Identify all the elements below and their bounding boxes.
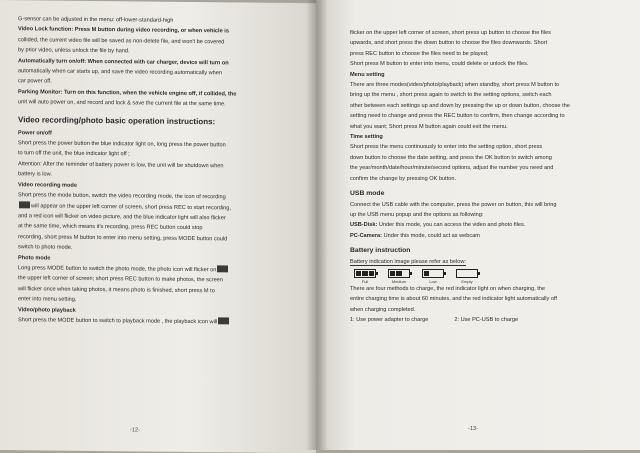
photo-line: will flicker once when taking photos, it means photo is finished, short press M to [18, 285, 215, 294]
power-line: Attention: After the reminder of battery power is low, the unit will be shutdown when [18, 161, 224, 170]
usb-title: USB mode [350, 190, 385, 198]
battery-medium-icon [388, 269, 410, 278]
battery-level-label: Low [429, 278, 437, 284]
video-line-text: will appear on the upper left corner of screen, short press REC to start recording, [31, 202, 231, 211]
menu-line: There are three modes(video/photo/playback) when standby, short press M button to [350, 82, 560, 89]
battery-medium [388, 269, 410, 284]
book-gutter [306, 0, 328, 450]
photo-camera-icon [217, 265, 228, 272]
usb-disk-line [350, 220, 626, 230]
section-heading: Video recording/photo basic operation instructions: [18, 114, 216, 126]
battery-level-label: Medium [391, 278, 407, 284]
top-line: upwards, and short press the down button to choose the files downwards. Short [350, 40, 548, 47]
time-line: confirm the change by pressing OK button. [350, 175, 457, 182]
power-title: Power on/off [18, 129, 52, 137]
time-line: down button to choose the date setting, and press the OK button to switch among [350, 154, 552, 161]
page-number: -13- [468, 425, 478, 432]
video-title: Video recording mode [18, 181, 77, 189]
battery-line: when charging completed. [350, 306, 416, 313]
battery-title: Battery instruction [350, 247, 411, 255]
video-line: recording, short press M button to enter into menu setting, press MODE button could [18, 233, 228, 243]
usb-disk-label: USB-Disk: [350, 222, 378, 229]
playback-line-with-icon [18, 315, 294, 328]
page-number: -12- [130, 426, 140, 434]
battery-full-icon [354, 269, 376, 278]
usb-line: Connect the USB cable with the computer, press the power on button, this will bring [350, 201, 557, 208]
video-line: Short press the mode button, switch the video recording mode, the icon of recording [18, 192, 226, 201]
pc-camera-text: Under this mode, could act as webcam [382, 232, 480, 239]
intro-line: unit will auto power on, and record and lock & save the current file at the same time. [18, 99, 226, 108]
intro-line: car power off. [18, 78, 52, 85]
charge-option-1: 1: Use power adapter to charge [350, 317, 429, 324]
intro-line: automatically when car starts up, and save the video recording automatically when [18, 68, 222, 77]
battery-full [354, 269, 376, 284]
top-line: press REC button to choose the files need to be played; [350, 50, 489, 57]
video-line: and a red icon will flicker on video picture, and the blue indicator light will also flicker [18, 213, 226, 222]
power-line: to turn off the unit, the blue indicator light off ; [18, 150, 130, 158]
battery-low [422, 269, 444, 284]
intro-line: Parking Monitor: Turn on this function, when the vehicle engine off, if collided, the [18, 89, 237, 98]
top-line: flicker on the upper left corner of screen, short press up button to choose the files [350, 30, 551, 36]
pc-camera-label: PC-Camera: [350, 232, 383, 239]
power-line: Short press the power button the blue indicator light on, long press the power button [18, 140, 226, 149]
usb-line: up the USB menu popup and the options as following: [350, 211, 484, 218]
pc-camera-line [350, 231, 626, 241]
intro-line: collided, the current video file will be saved as non-delete file, and won't be covered [18, 37, 225, 46]
charge-options [350, 315, 626, 325]
right-page [316, 0, 640, 450]
battery-empty [456, 269, 478, 284]
power-line: battery is low. [18, 171, 52, 178]
battery-level-label: Empty [461, 278, 473, 284]
time-line: the year/month/date/hour/minute/second options, adjust the number you need and [350, 165, 554, 172]
battery-level-label: Full [361, 278, 369, 284]
top-line: Short press M button to enter into menu, could delete or unlock the files. [350, 61, 529, 68]
battery-line: There are four methods to charge, the red indicator light on when charging, the [350, 285, 545, 292]
menu-line: what you want; Short press M button again could exit the menu. [350, 123, 508, 130]
left-page [0, 0, 316, 453]
battery-intro: Battery indication image please refer as below: [350, 258, 466, 265]
photo-line: the upper left corner of screen; short press REC button to make photos, the screen [18, 275, 223, 284]
video-line: switch to photo mode. [18, 244, 73, 251]
menu-line: other between each settings up and down by pressing the up or down button, choose the [350, 102, 570, 109]
charge-option-2: 2: Use PC-USB to charge [454, 317, 519, 324]
menu-title: Menu setting [350, 71, 385, 78]
battery-low-icon [422, 269, 444, 278]
battery-line: entire charging time is about 60 minutes, and the red indicator light automatically off [350, 296, 557, 303]
photo-line-text: Long press MODE button to switch the photo mode, the photo icon will flicker on [18, 265, 217, 274]
video-line: at the same time, which means it's recording, press REC button could stop [18, 223, 203, 232]
photo-line: enter into menu setting. [18, 296, 77, 303]
time-line: Short press the menu continuously to enter into the setting option, short press [350, 144, 543, 151]
playback-icon [218, 317, 229, 324]
menu-line: setting need to change and press the REC button to confirm, then change according to [350, 113, 565, 120]
battery-empty-icon [456, 269, 478, 278]
photo-title: Photo mode [18, 254, 51, 262]
video-record-icon [19, 201, 30, 208]
usb-disk-text: Under this mode, you can access the video and photo files. [377, 222, 526, 229]
battery-indicators [354, 269, 626, 284]
time-title: Time setting [350, 134, 383, 141]
playback-title: Video/photo playback [18, 306, 76, 314]
playback-line-text: Short press the MODE button to switch to playback mode , the playback icon will [18, 317, 218, 326]
menu-line: bring up the menu , short press again to switch to the setting options, switch each [350, 92, 552, 99]
intro-line: Video Lock function: Press M button during video recording, or when vehicle is [18, 26, 229, 35]
intro-line: G-sensor can be adjusted in the menu: off-lower-standard-high [18, 16, 174, 24]
intro-line: Automatically turn on/off: When connected with car charger, device will turn on [18, 57, 229, 67]
intro-line: by prior video, unless unlock the file by hand. [18, 47, 130, 55]
